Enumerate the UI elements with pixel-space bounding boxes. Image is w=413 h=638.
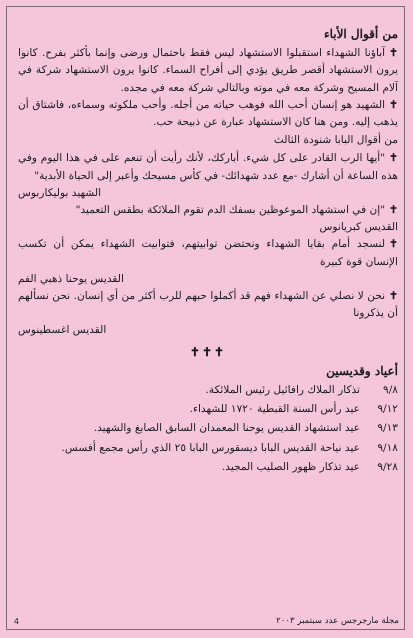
event-date: ٩/١٣ xyxy=(377,422,398,435)
event-date: ٩/١٨ xyxy=(377,441,398,454)
page-footer xyxy=(14,616,399,626)
cross-icon: ✝ xyxy=(389,98,398,111)
event-text: عيد تذكار ظهور الصليب المجيد. xyxy=(221,460,360,473)
events-title: أعياد وقديسين xyxy=(326,363,398,378)
crosses-divider: ✝✝✝ xyxy=(189,344,227,359)
main-content xyxy=(18,26,398,478)
quote-paragraph: ✝"أيها الرب القادر على كل شيء. أباركك، لأنك رأيت أن تنعم على في هذا اليوم وفي هذه الساعة أن أشارك -مع عدد شهدائك- في كأس مسيحك وأعبر إلى الحياة الأبدية" xyxy=(18,152,398,182)
cross-icon: ✝ xyxy=(389,204,398,217)
event-date: ٩/٨ xyxy=(383,384,398,397)
quote-author: الشهيد بوليكاربوس xyxy=(18,186,102,199)
event-item xyxy=(18,401,398,418)
quote-author: القديس يوحنا ذهبي الفم xyxy=(18,272,124,285)
event-item xyxy=(18,440,398,457)
quote-paragraph: ✝"إن في استشهاد الموعوظين بسفك الدم تقوم الملائكة بطقس التعميد" xyxy=(75,204,398,217)
event-item xyxy=(18,420,398,437)
event-text: عيد رأس السنة القبطية ١٧٢٠ للشهداء. xyxy=(189,403,360,416)
event-item xyxy=(18,382,398,399)
quote-paragraph: ✝لنسجد أمام بقايا الشهداء ونحتضن توابيتهم، فتوابيت الشهداء يمكن أن تكسب الإنسان قوة كبيرة xyxy=(18,238,398,268)
subheading: من أقوال البابا شنودة الثالث xyxy=(273,134,398,147)
quote-author: القديس كبريانوس xyxy=(319,221,398,234)
cross-icon: ✝ xyxy=(389,152,398,165)
quote-paragraph: ✝نحن لا نصلي عن الشهداء فهم قد أكملوا حبهم للرب أكثر من أي إنسان. نحن نسألهم أن يذكرونا xyxy=(18,290,398,320)
event-text: عيد استشهاد القديس يوحنا المعمدان السابق الصابغ والشهيد. xyxy=(93,422,360,435)
quote-paragraph: ✝الشهيد هو إنسان أحب الله فوهب حياته من أجله. وأحب ملكوته وسماءه، فاشتاق أن يذهب إليه. ومن هنا كان الاستشهاد عبارة عن ذبيحة حب. xyxy=(18,98,398,129)
cross-icon: ✝ xyxy=(389,47,398,60)
event-date: ٩/٢٨ xyxy=(377,460,398,473)
section-title: من أقوال الأباء xyxy=(323,27,398,41)
event-text: تذكار الملاك رافائيل رئيس الملائكة. xyxy=(205,384,360,397)
quote-author: القديس اغسطينوس xyxy=(18,324,107,337)
quote-paragraph: ✝آباؤنا الشهداء استقبلوا الاستشهاد ليس فقط باحتمال ورضى وإنما بأكثر بفرح. كانوا يرون الاستشهاد أقصر طريق يؤدي إلى أفراح السماء. كانوا يرون الاستشهاد شركة في آلام المسيح وشركة معه في موته وبالتالي شركة معه في مجده. xyxy=(18,47,398,94)
cross-icon: ✝ xyxy=(389,290,398,303)
event-text: عيد نياحة القديس البابا ديسقورس البابا ٢٥ الذي رأس مجمع أفسس. xyxy=(61,441,360,454)
page-number: 4 xyxy=(14,616,19,626)
magazine-issue: مجلة مارجرجس عدد سبتمبر ٢٠٠٣ xyxy=(276,616,399,626)
event-item xyxy=(18,459,398,476)
event-date: ٩/١٢ xyxy=(377,403,398,416)
cross-icon: ✝ xyxy=(389,238,398,251)
